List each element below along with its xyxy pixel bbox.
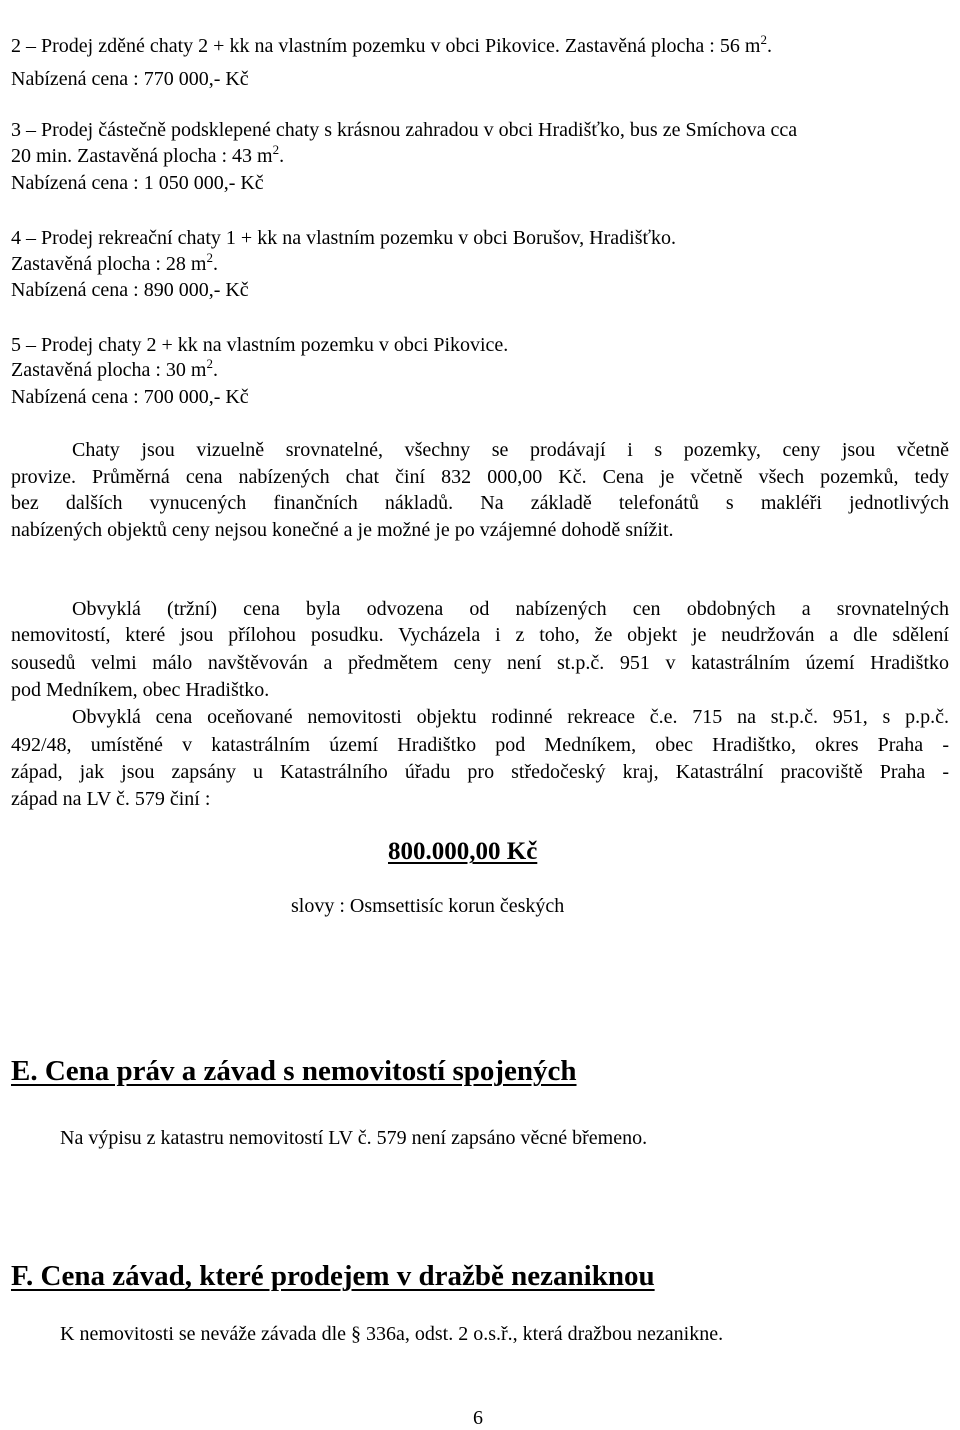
offer-3-area: 20 min. Zastavěná plocha : 43 $m^2$. [11,142,285,167]
offer-3-line-1: 3 – Prodej částečně podsklepené chaty s krásnou zahradou v obci Hradišťko, bus ze Smíchova cca [11,119,798,141]
offer-5-price: Nabízená cena : 700 000,- Kč [11,386,249,408]
valuation-line-2: nemovitostí, které jsou přílohou posudku. Vycházela i z toho, že objekt je neudržován a dle sdělení [11,624,949,646]
valuation-line-4: pod Medníkem, obec Hradištko. [11,679,270,701]
valuation-line-5: Obvyklá cena oceňované nemovitosti objektu rodinné rekreace č.e. 715 na st.p.č. 951, s p.p.č. [72,706,949,728]
section-e-text: Na výpisu z katastru nemovitostí LV č. 579 není zapsáno věcné břemeno. [60,1127,648,1149]
summary-line-1: Chaty jsou vizuelně srovnatelné, všechny se prodávají i s pozemky, ceny jsou včetně [72,439,949,461]
valuation-line-6: 492/48, umístěné v katastrálním území Hradištko pod Medníkem, obec Hradištko, okres Praha - [11,734,949,756]
section-e-heading: E. Cena práv a závad s nemovitostí spojených [11,1055,577,1087]
price-in-words: slovy : Osmsettisíc korun českých [291,895,565,917]
summary-line-2: provize. Průměrná cena nabízených chat činí 832 000,00 Kč. Cena je včetně všech pozemků, tedy [11,466,949,488]
summary-line-4: nabízených objektů ceny nejsou konečné a je možné je po vzájemné dohodě snížit. [11,519,674,541]
valuation-line-3: sousedů velmi málo navštěvován a předmětem ceny není st.p.č. 951 v katastrálním území Hradištko [11,652,949,674]
offer-2-price: Nabízená cena : 770 000,- Kč [11,68,249,90]
valuation-line-8: západ na LV č. 579 činí : [11,788,211,810]
section-f-heading: F. Cena závad, které prodejem v dražbě nezaniknou [11,1260,655,1292]
offer-4-line-1: 4 – Prodej rekreační chaty 1 + kk na vlastním pozemku v obci Borušov, Hradišťko. [11,227,677,249]
valuation-line-1: Obvyklá (tržní) cena byla odvozena od nabízených cen obdobných a srovnatelných [72,598,949,620]
offer-4-price: Nabízená cena : 890 000,- Kč [11,279,249,301]
offer-3-price: Nabízená cena : 1 050 000,- Kč [11,172,264,194]
offer-2-line-1: 2 – Prodej zděné chaty 2 + kk na vlastním pozemku v obci Pikovice. Zastavěná plocha : 56 $m^2$. [11,32,772,57]
valuation-line-7: západ, jak jsou zapsány u Katastrálního úřadu pro středočeský kraj, Katastrální pracoviště Praha - [11,761,949,783]
page-number: 6 [473,1407,483,1429]
offer-5-area: Zastavěná plocha : 30 $m^2$. [11,356,218,381]
summary-line-3: bez dalších vynucených finančních nákladů. Na základě telefonátů s makléři jednotlivých [11,492,949,514]
offer-4-area: Zastavěná plocha : 28 $m^2$. [11,250,218,275]
section-f-text: K nemovitosti se neváže závada dle § 336a, odst. 2 o.s.ř., která dražbou nezanikne. [60,1323,724,1345]
final-price: 800.000,00 Kč [388,838,538,865]
offer-5-line-1: 5 – Prodej chaty 2 + kk na vlastním pozemku v obci Pikovice. [11,334,509,356]
